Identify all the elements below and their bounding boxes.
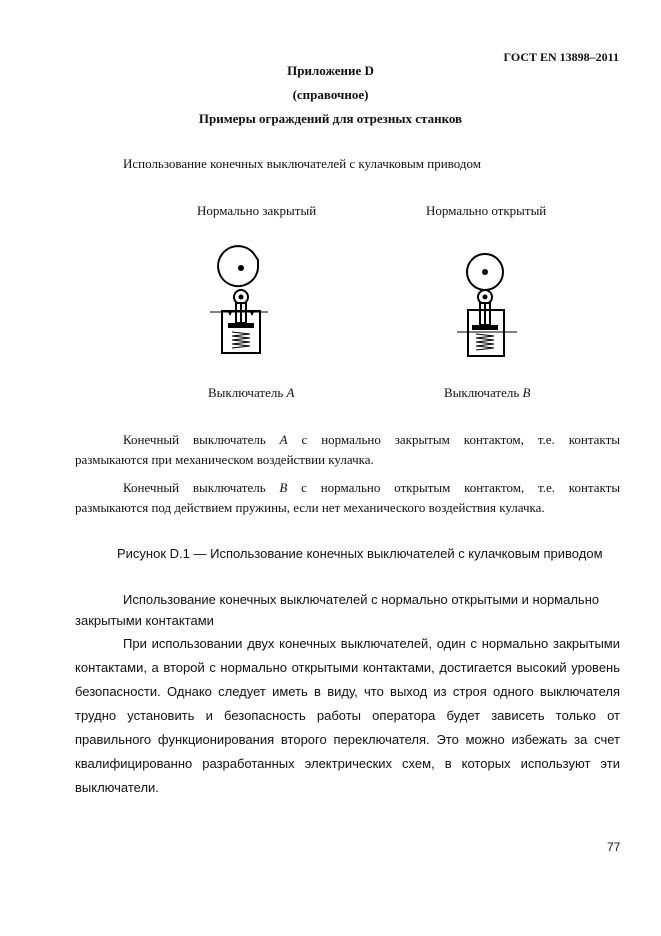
paragraph-switch-a [75, 427, 620, 452]
paragraph-switch-b-line1: Конечный выключатель B с нормально открытым контактом, т.е. контакты [123, 480, 621, 495]
label-normally-closed: Нормально закрытый [197, 203, 317, 218]
section2-heading-line1: Использование конечных выключателей с нормально открытыми и нормально [123, 592, 600, 607]
section2-paragraph-text: При использовании двух конечных выключателей, один с нормально закрытыми контактами, а второй с нормально открытыми контактами, достигается высокий уровень безопасности. Однако следует иметь в виду, что выход из строя одного выключателя трудно установить и безопасность работы оператора будет зависеть только от правильного функционирования второго переключателя. Это можно избежать за счет квалифицированно разработанных электрических схем, в которых используют эти выключатели. [75, 636, 620, 795]
document-standard-header: ГОСТ EN 13898–2011 [503, 50, 619, 64]
annex-type: (справочное) [292, 87, 369, 102]
figure-caption: Рисунок D.1 — Использование конечных выключателей с кулачковым приводом [117, 546, 603, 561]
paragraph-switch-b-line2: размыкаются под действием пружины, если нет механического воздействия кулачка. [75, 500, 545, 515]
section2-heading-line2: закрытыми контактами [75, 613, 214, 628]
paragraph-switch-b [75, 475, 620, 500]
section1-heading: Использование конечных выключателей с кулачковым приводом [123, 156, 481, 171]
paragraph-switch-a-line2: размыкаются при механическом воздействии кулачка. [75, 452, 374, 467]
switch-a-label [208, 385, 294, 401]
switch-b-label [444, 385, 530, 401]
switch-a-diagram [200, 240, 280, 360]
page-number: 77 [607, 840, 621, 854]
switch-a-letter: A [286, 385, 295, 400]
switch-b-prefix: Выключатель [444, 385, 523, 400]
annex-subtitle: Примеры ограждений для отрезных станков [198, 111, 463, 126]
switch-b-diagram [455, 252, 525, 362]
section2-paragraph [75, 632, 620, 800]
paragraph-switch-a-line1: Конечный выключатель A с нормально закрытым контактом, т.е. контакты [123, 432, 620, 447]
annex-title: Приложение D [287, 63, 374, 78]
switch-a-prefix: Выключатель [208, 385, 287, 400]
label-normally-open: Нормально открытый [426, 203, 547, 218]
switch-b-letter: B [522, 385, 531, 400]
